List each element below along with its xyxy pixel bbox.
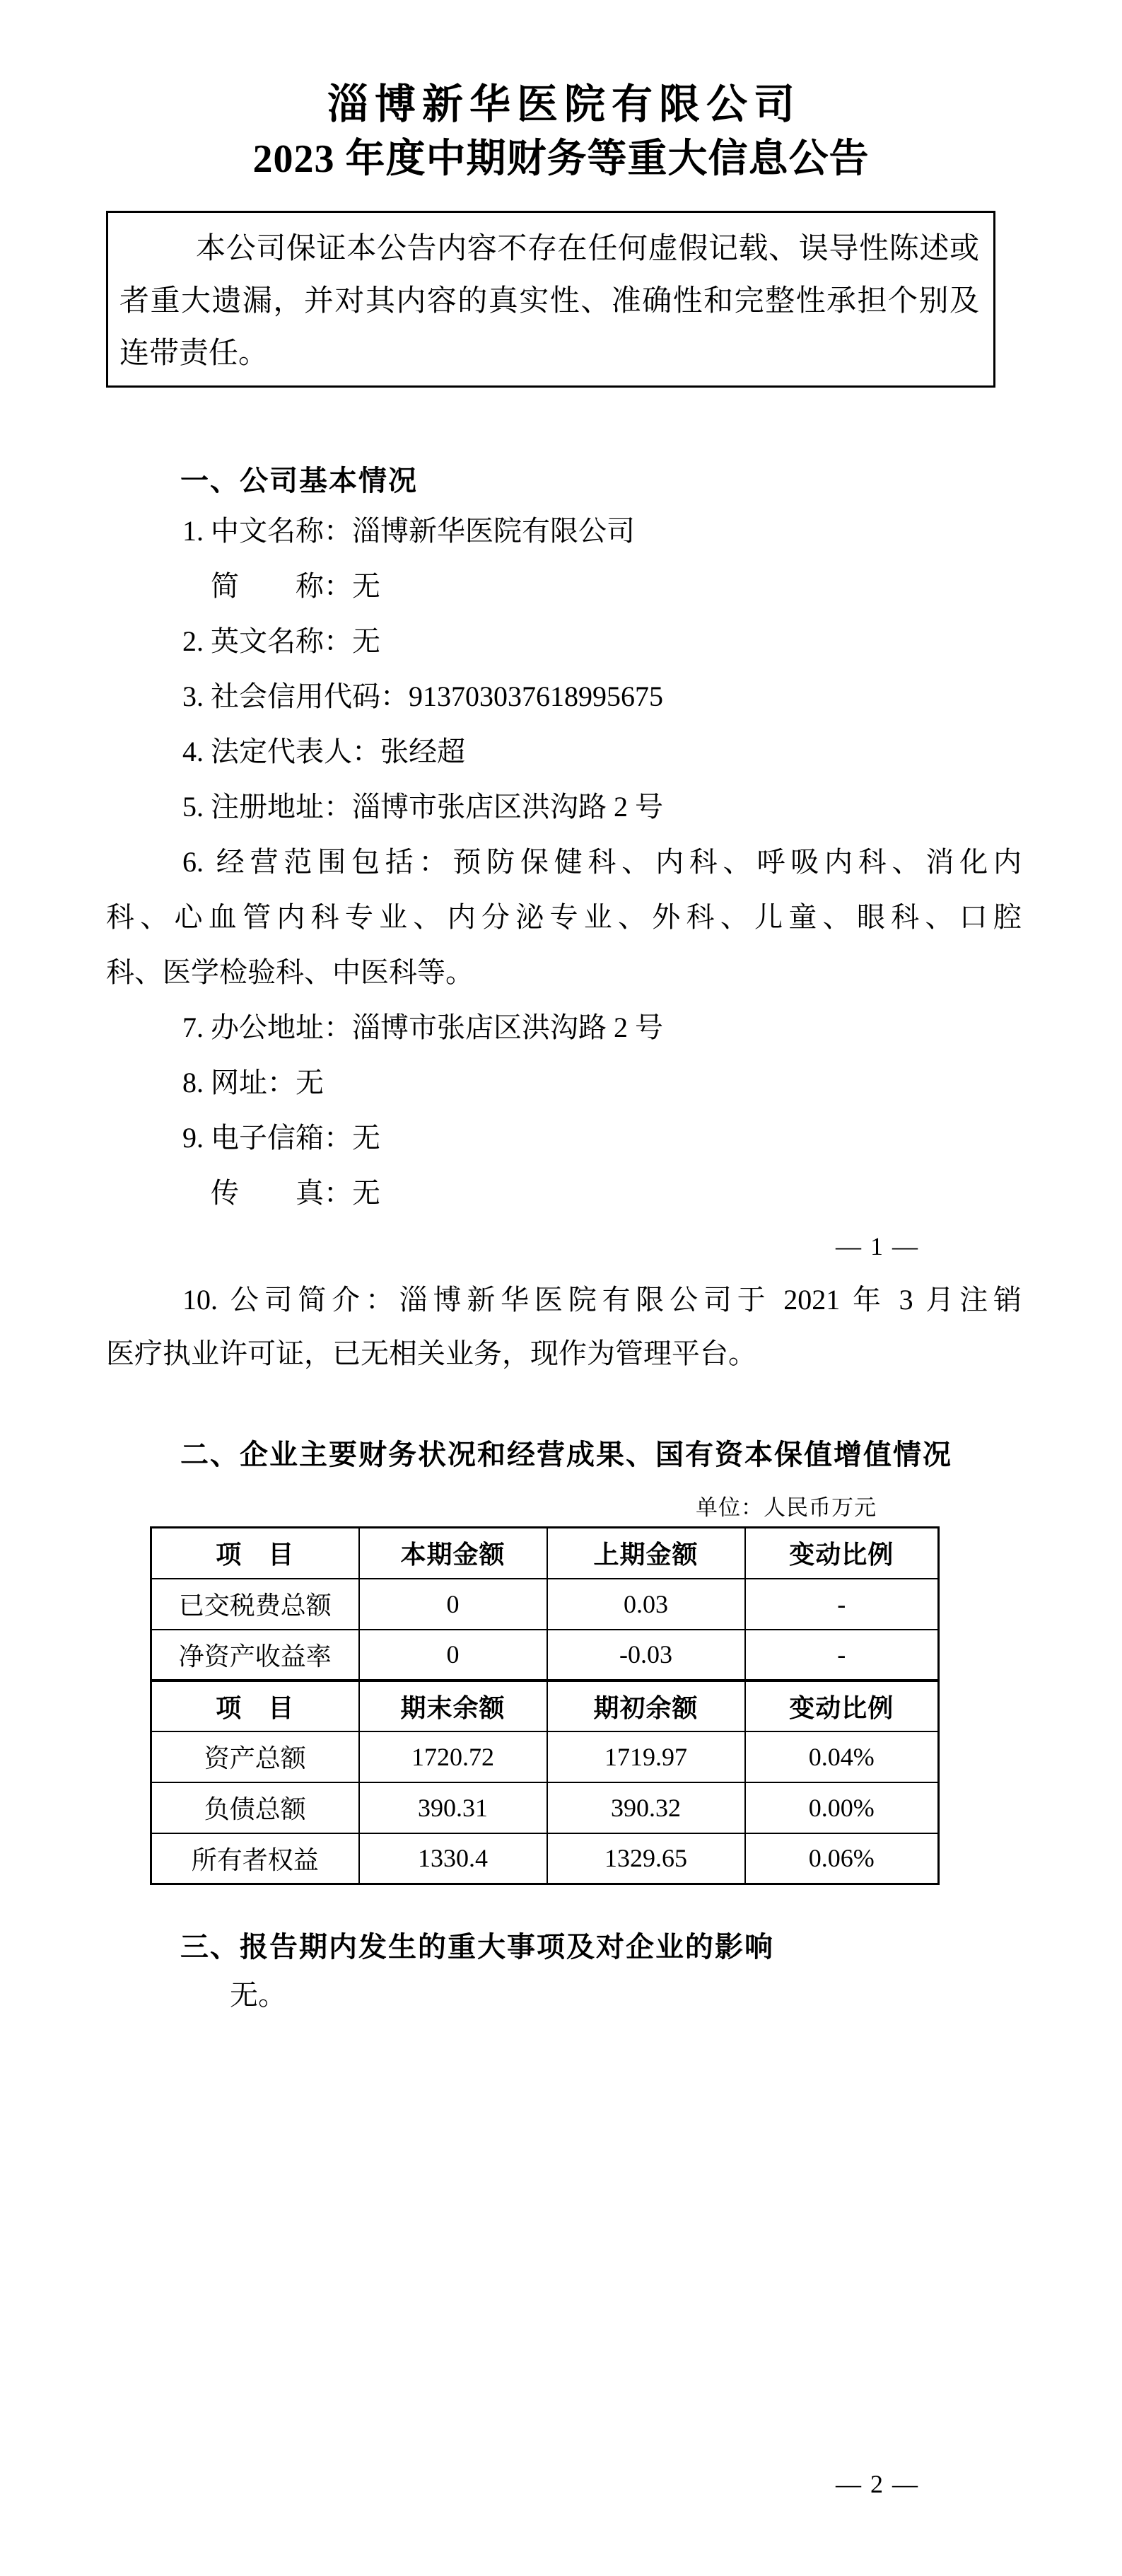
- info-line-legal-representative: 4. 法定代表人：张经超: [182, 736, 465, 767]
- table-row-roe: [151, 1630, 939, 1681]
- table-header-cell: 期初余额: [547, 1681, 745, 1731]
- company-intro-line-1: 10. 公司简介：淄博新华医院有限公司于 2021 年 3 月注销: [182, 1284, 1022, 1316]
- page-2-number: — 2 —: [836, 2470, 919, 2498]
- table-cell-label: 资产总额: [151, 1731, 359, 1782]
- table-header-cell: 上期金额: [547, 1528, 745, 1579]
- info-line-business-scope-1: 6. 经营范围包括：预防保健科、内科、呼吸内科、消化内: [182, 846, 1022, 878]
- info-line-english-name: 2. 英文名称：无: [182, 625, 380, 657]
- table-header-cell: 变动比例: [745, 1528, 939, 1579]
- disclaimer-box: [106, 211, 995, 388]
- table-row-owners-equity: [151, 1833, 939, 1884]
- info-line-business-scope-3: 科、医学检验科、中医科等。: [106, 956, 474, 988]
- table-cell-value: 1330.4: [359, 1833, 547, 1884]
- table-cell-value: -: [745, 1579, 939, 1630]
- disclaimer-line: 连带责任。: [119, 337, 269, 370]
- section-two-heading: 二、企业主要财务状况和经营成果、国有资本保值增值情况: [180, 1439, 952, 1470]
- table-header-cell: 本期金额: [359, 1528, 547, 1579]
- table-cell-label: 已交税费总额: [151, 1579, 359, 1630]
- company-info-list: [106, 504, 1022, 1221]
- document-title-report: 2023 年度中期财务等重大信息公告: [252, 137, 870, 181]
- section-three-heading: 三、报告期内发生的重大事项及对企业的影响: [180, 1932, 774, 1963]
- table-cell-value: -0.03: [547, 1630, 745, 1681]
- table-cell-label: 所有者权益: [151, 1833, 359, 1884]
- info-line-credit-code: 3. 社会信用代码：913703037618995675: [182, 680, 663, 712]
- info-line-business-scope-2: 科、心血管内科专业、内分泌专业、外科、儿童、眼科、口腔: [106, 901, 1022, 933]
- table-row-total-assets: [151, 1731, 939, 1782]
- info-line-chinese-name: 1. 中文名称：淄博新华医院有限公司: [182, 515, 635, 547]
- company-intro: [106, 1273, 1022, 1381]
- table-cell-value: 0.03: [547, 1579, 745, 1630]
- document-title-company: 淄博新华医院有限公司: [327, 81, 801, 127]
- section-one-heading: 一、公司基本情况: [180, 465, 418, 497]
- company-intro-line-2: 医疗执业许可证，已无相关业务，现作为管理平台。: [106, 1338, 756, 1369]
- table-cell-value: 390.31: [359, 1782, 547, 1833]
- table-cell-value: 0.04%: [745, 1731, 939, 1782]
- disclaimer-line: 本公司保证本公告内容不存在任何虚假记载、误导性陈述或: [196, 233, 979, 265]
- table-cell-value: -: [745, 1630, 939, 1681]
- section-three-body: 无。: [230, 1979, 286, 2011]
- page-1-number: — 1 —: [836, 1232, 919, 1260]
- table-header-row-balance: [151, 1681, 939, 1731]
- info-line-short-name: 简 称：无: [211, 570, 380, 602]
- table-cell-value: 390.32: [547, 1782, 745, 1833]
- table-header-cell: 变动比例: [745, 1681, 939, 1731]
- table-header-cell: 期末余额: [359, 1681, 547, 1731]
- disclaimer-line: 者重大遗漏，并对其内容的真实性、准确性和完整性承担个别及: [119, 285, 979, 318]
- table-cell-value: 1329.65: [547, 1833, 745, 1884]
- currency-unit-label: 单位：人民币万元: [696, 1495, 877, 1520]
- table-cell-value: 0: [359, 1630, 547, 1681]
- info-line-email: 9. 电子信箱：无: [182, 1122, 380, 1154]
- table-cell-value: 0.06%: [745, 1833, 939, 1884]
- info-line-website: 8. 网址：无: [182, 1067, 324, 1098]
- table-cell-label: 负债总额: [151, 1782, 359, 1833]
- table-header-row-flow: [151, 1528, 939, 1579]
- table-cell-value: 0: [359, 1579, 547, 1630]
- table-row-total-liabilities: [151, 1782, 939, 1833]
- table-header-cell: 项 目: [151, 1528, 359, 1579]
- table-cell-value: 1720.72: [359, 1731, 547, 1782]
- info-line-registered-address: 5. 注册地址：淄博市张店区洪沟路 2 号: [182, 791, 663, 823]
- table-header-cell: 项 目: [151, 1681, 359, 1731]
- info-line-fax: 传 真：无: [211, 1177, 380, 1209]
- table-cell-value: 1719.97: [547, 1731, 745, 1782]
- table-cell-value: 0.00%: [745, 1782, 939, 1833]
- table-row-taxes-paid: [151, 1579, 939, 1630]
- financial-table: [150, 1526, 940, 1885]
- info-line-office-address: 7. 办公地址：淄博市张店区洪沟路 2 号: [182, 1011, 663, 1043]
- table-cell-label: 净资产收益率: [151, 1630, 359, 1681]
